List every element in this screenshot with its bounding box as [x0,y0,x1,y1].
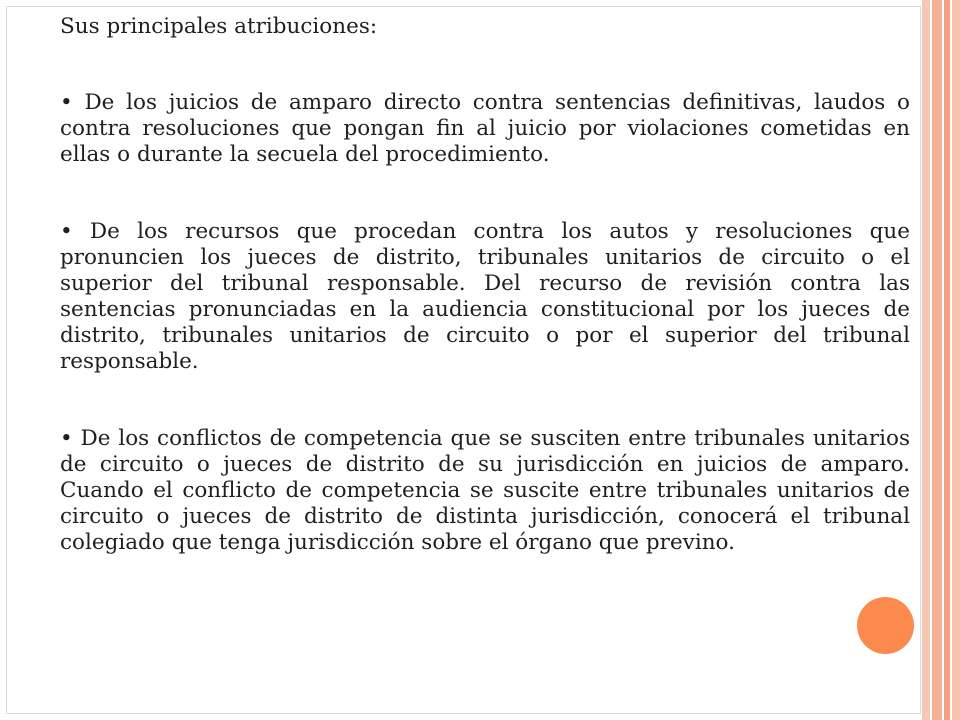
bullet-paragraph-3 [60,426,910,556]
bullet-icon: • [60,90,73,115]
stripe [932,0,942,720]
paragraph-text: De los juicios de amparo directo contra sentencias definitivas, laudos o contra resoluciones que pongan fin al juicio por violaciones cometidas en ellas o durante la secuela del procedimiento. [60,90,910,167]
decorative-orange-circle [857,597,914,654]
bullet-icon: • [60,219,73,244]
bullet-paragraph-1 [60,90,910,168]
stripe [952,0,960,720]
paragraph-text: De los recursos que procedan contra los autos y resoluciones que pronuncien los jueces de distrito, tribunales unitarios de circuito o el superior del tribunal responsable. Del recurso de revisión contra las sentencias pronunciadas en la audiencia constitucional por los jueces de distrito, tribunales unitarios de circuito o por el superior del tribunal responsable. [60,219,910,374]
decorative-stripes [922,0,960,720]
paragraph-text: De los conflictos de competencia que se susciten entre tribunales unitarios de circuito o jueces de distrito de su jurisdicción en juicios de amparo. Cuando el conflicto de competencia se suscite entre tribunales unitarios de circuito o jueces de distrito de distinta jurisdicción, conocerá el tribunal colegiado que tenga jurisdicción sobre el órgano que previno. [60,426,910,555]
bullet-icon: • [60,426,73,451]
slide-heading: Sus principales atribuciones: [60,14,378,39]
bullet-paragraph-2 [60,219,910,375]
slide-body [60,14,910,607]
stripe [922,0,930,720]
